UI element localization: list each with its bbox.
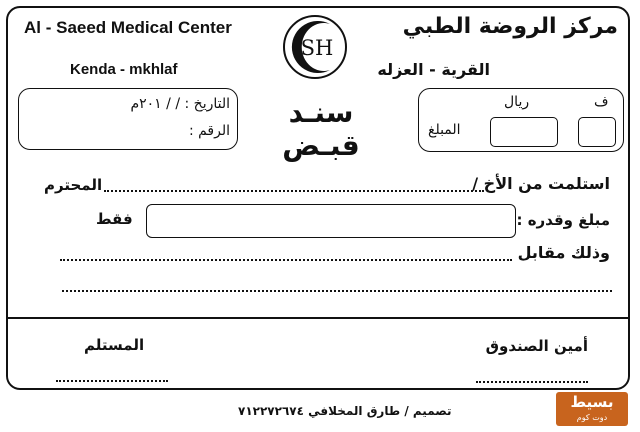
receipt-title: سنـد قبـض <box>282 96 360 162</box>
amount-of-label: مبلغ وقدره : <box>516 211 610 229</box>
respected-label: المحترم <box>44 176 103 194</box>
amount-in-words-field[interactable] <box>146 204 516 238</box>
designer-credit: تصميم / طارق المخلافي ٧١٢٢٧٢٦٧٤ <box>238 404 452 418</box>
sh-logo-icon <box>282 14 348 80</box>
footer-divider <box>8 317 628 319</box>
location-ar: القرية - العزله <box>377 60 490 79</box>
location-en: Kenda - mkhlaf <box>70 61 178 78</box>
received-from-line[interactable] <box>104 190 484 192</box>
logo-text: SH <box>300 36 334 60</box>
amount-label: المبلغ <box>428 122 461 138</box>
received-from-label: استلمت من الأخ / <box>472 174 610 193</box>
recipient-label: المستلم <box>84 336 145 354</box>
riyal-label: ريال <box>504 94 530 110</box>
riyal-field[interactable] <box>490 117 558 147</box>
watermark-logo <box>556 392 628 426</box>
recipient-signature-line[interactable] <box>56 380 168 382</box>
in-exchange-line-1[interactable] <box>60 259 512 261</box>
fils-label: ف <box>594 94 609 110</box>
center-name-ar: مركز الروضة الطبي <box>402 14 618 39</box>
number-label: الرقم : <box>188 123 230 139</box>
in-exchange-line-2[interactable] <box>62 290 612 292</box>
date-label: التاريخ : / / ٢٠١م <box>130 96 230 112</box>
in-exchange-label: وذلك مقابل <box>517 243 610 262</box>
watermark-brand: بسيط <box>570 393 614 411</box>
treasurer-label: أمين الصندوق <box>485 337 588 355</box>
center-name-en: Al - Saeed Medical Center <box>24 18 232 37</box>
only-label: فقط <box>96 210 133 228</box>
watermark-sub: دوت كوم <box>576 413 608 422</box>
treasurer-signature-line[interactable] <box>476 381 588 383</box>
fils-field[interactable] <box>578 117 616 147</box>
